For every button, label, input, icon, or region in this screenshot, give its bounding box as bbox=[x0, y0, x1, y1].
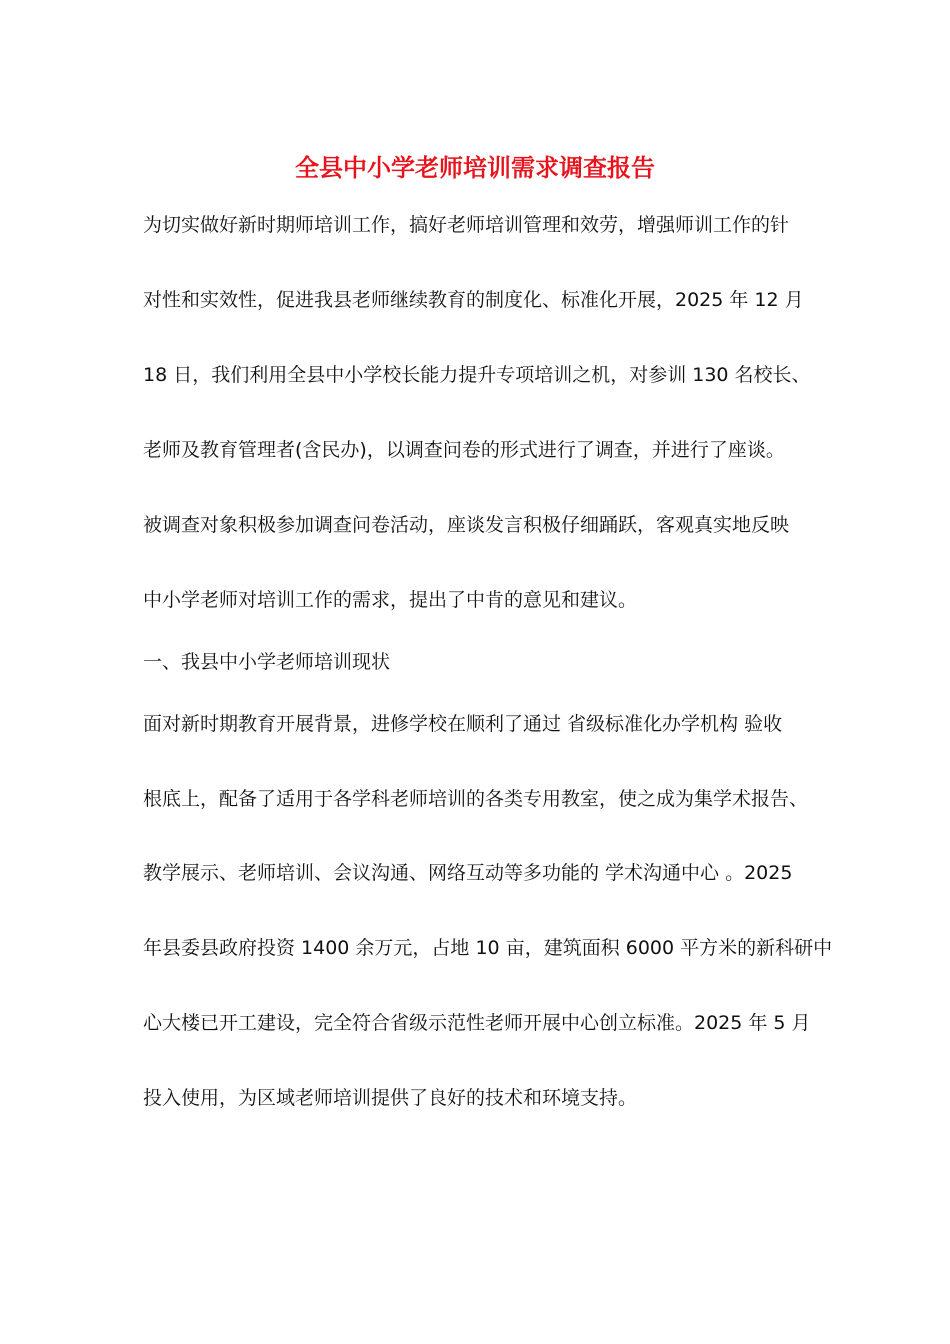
body-text-line: 年县委县政府投资 1400 余万元，占地 10 亩，建筑面积 6000 平方米的新科研中 bbox=[143, 937, 833, 959]
document-title: 全县中小学老师培训需求调查报告 bbox=[295, 153, 655, 182]
body-text-line: 教学展示、老师培训、会议沟通、网络互动等多功能的 学术沟通中心 。2025 bbox=[143, 862, 793, 884]
body-text-line: 被调查对象积极参加调查问卷活动，座谈发言积极仔细踊跃，客观真实地反映 bbox=[143, 514, 790, 536]
section-heading: 一、我县中小学老师培训现状 bbox=[143, 651, 391, 673]
body-text-line: 为切实做好新时期师培训工作，搞好老师培训管理和效劳，增强师训工作的针 bbox=[143, 214, 790, 236]
body-text-line: 中小学老师对培训工作的需求，提出了中肯的意见和建议。 bbox=[143, 589, 638, 611]
body-text-line: 根底上，配备了适用于各学科老师培训的各类专用教室，使之成为集学术报告、 bbox=[143, 788, 809, 810]
body-text-line: 面对新时期教育开展背景，进修学校在顺利了通过 省级标准化办学机构 验收 bbox=[143, 713, 783, 735]
body-text-line: 心大楼已开工建设，完全符合省级示范性老师开展中心创立标准。2025 年 5 月 bbox=[143, 1012, 811, 1034]
body-text-line: 老师及教育管理者(含民办)，以调查问卷的形式进行了调查，并进行了座谈。 bbox=[143, 439, 785, 461]
body-text-line: 投入使用，为区域老师培训提供了良好的技术和环境支持。 bbox=[143, 1087, 638, 1109]
body-text-line: 18 日，我们利用全县中小学校长能力提升专项培训之机，对参训 130 名校长、 bbox=[143, 364, 811, 386]
body-text-line: 对性和实效性，促进我县老师继续教育的制度化、标准化开展，2025 年 12 月 bbox=[143, 289, 804, 311]
